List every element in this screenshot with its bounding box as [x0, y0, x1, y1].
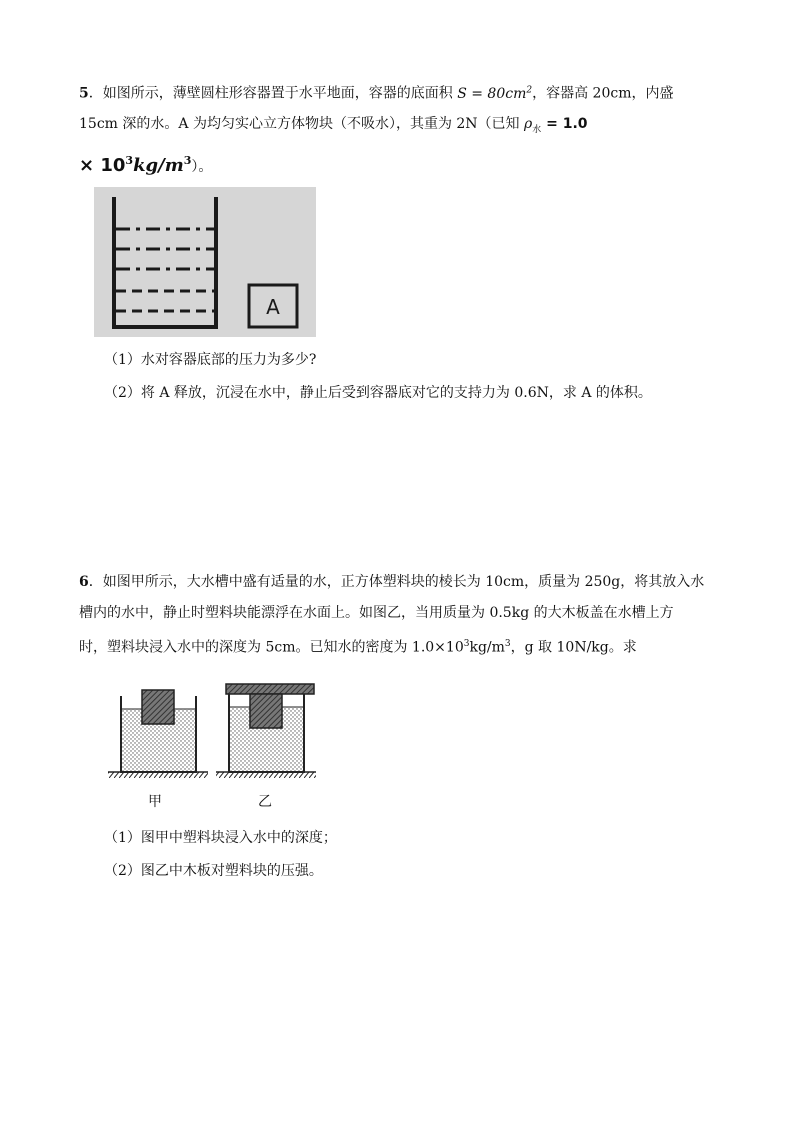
q6-label-jia: 甲	[148, 794, 162, 810]
q6-line-2: 槽内的水中，静止时塑料块能漂浮在水面上。如图乙，当用质量为 0.5kg 的大木板盖在水槽上方	[79, 605, 674, 621]
q5-figure-background	[94, 187, 316, 337]
q6-text-3-exp2: 3	[504, 639, 511, 649]
q5-text-1b: ，容器高 20cm，内盛	[532, 85, 674, 102]
q6-jia-plastic-block	[142, 690, 174, 724]
q5-area-formula: $S = 80cm^2$	[457, 85, 533, 102]
q5-figure-container-diagram	[94, 187, 316, 337]
q5-block-a-label: A	[266, 295, 280, 319]
q5-density-exp: 3	[125, 154, 134, 167]
q5-sub-question-1: （1）水对容器底部的压力为多少?	[104, 352, 317, 368]
q5-line-2	[79, 114, 588, 140]
q5-rho-value: = 1.0	[541, 116, 588, 132]
q5-density-unit: kg/m	[133, 155, 184, 176]
q6-number: 6	[79, 574, 89, 590]
q5-density-unit-exp: 3	[183, 154, 192, 167]
q6-yi-plastic-block	[250, 694, 282, 728]
q5-density-times: × 10	[79, 155, 126, 176]
q5-text-3c: ）。	[191, 159, 213, 175]
q6-text-3-exp: 3	[463, 639, 470, 649]
q6-sub-question-2: （2）图乙中木板对塑料块的压强。	[104, 863, 323, 879]
q6-tank-yi	[216, 684, 316, 778]
q6-yi-wooden-board	[226, 684, 314, 694]
q6-text-3a: 时，塑料块浸入水中的深度为 5cm。已知水的密度为 1.0×10	[79, 639, 464, 656]
q6-text-3b: kg/m	[469, 639, 505, 656]
q6-tank-jia	[108, 690, 208, 778]
q6-figure-tanks-diagram	[104, 676, 330, 816]
q6-text-3c: ，g 取 10N/kg。求	[510, 639, 637, 656]
q5-number: 5	[79, 85, 89, 102]
q5-text-1a: ．如图所示，薄壁圆柱形容器置于水平地面，容器的底面积	[88, 85, 453, 102]
q6-text-1: ．如图甲所示，大水槽中盛有适量的水，正方体塑料块的棱长为 10cm，质量为 250g，将其放入水	[88, 574, 705, 590]
q5-rho-symbol: $\rho_水$	[524, 116, 542, 135]
q5-sub-question-2: （2）将 A 释放，沉浸在水中，静止后受到容器底对它的支持力为 0.6N，求 A 的体积。	[104, 385, 652, 401]
q5-line-3	[79, 148, 212, 180]
q6-sub-question-1: （1）图甲中塑料块浸入水中的深度；	[104, 830, 337, 846]
q5-text-2a: 15cm 深的水。A 为均匀实心立方体物块（不吸水），其重为 2N（已知	[79, 116, 520, 132]
q6-line-3	[79, 634, 637, 658]
q5-line-1	[79, 80, 673, 104]
q6-line-1	[79, 572, 704, 592]
q6-label-yi: 乙	[258, 794, 272, 810]
